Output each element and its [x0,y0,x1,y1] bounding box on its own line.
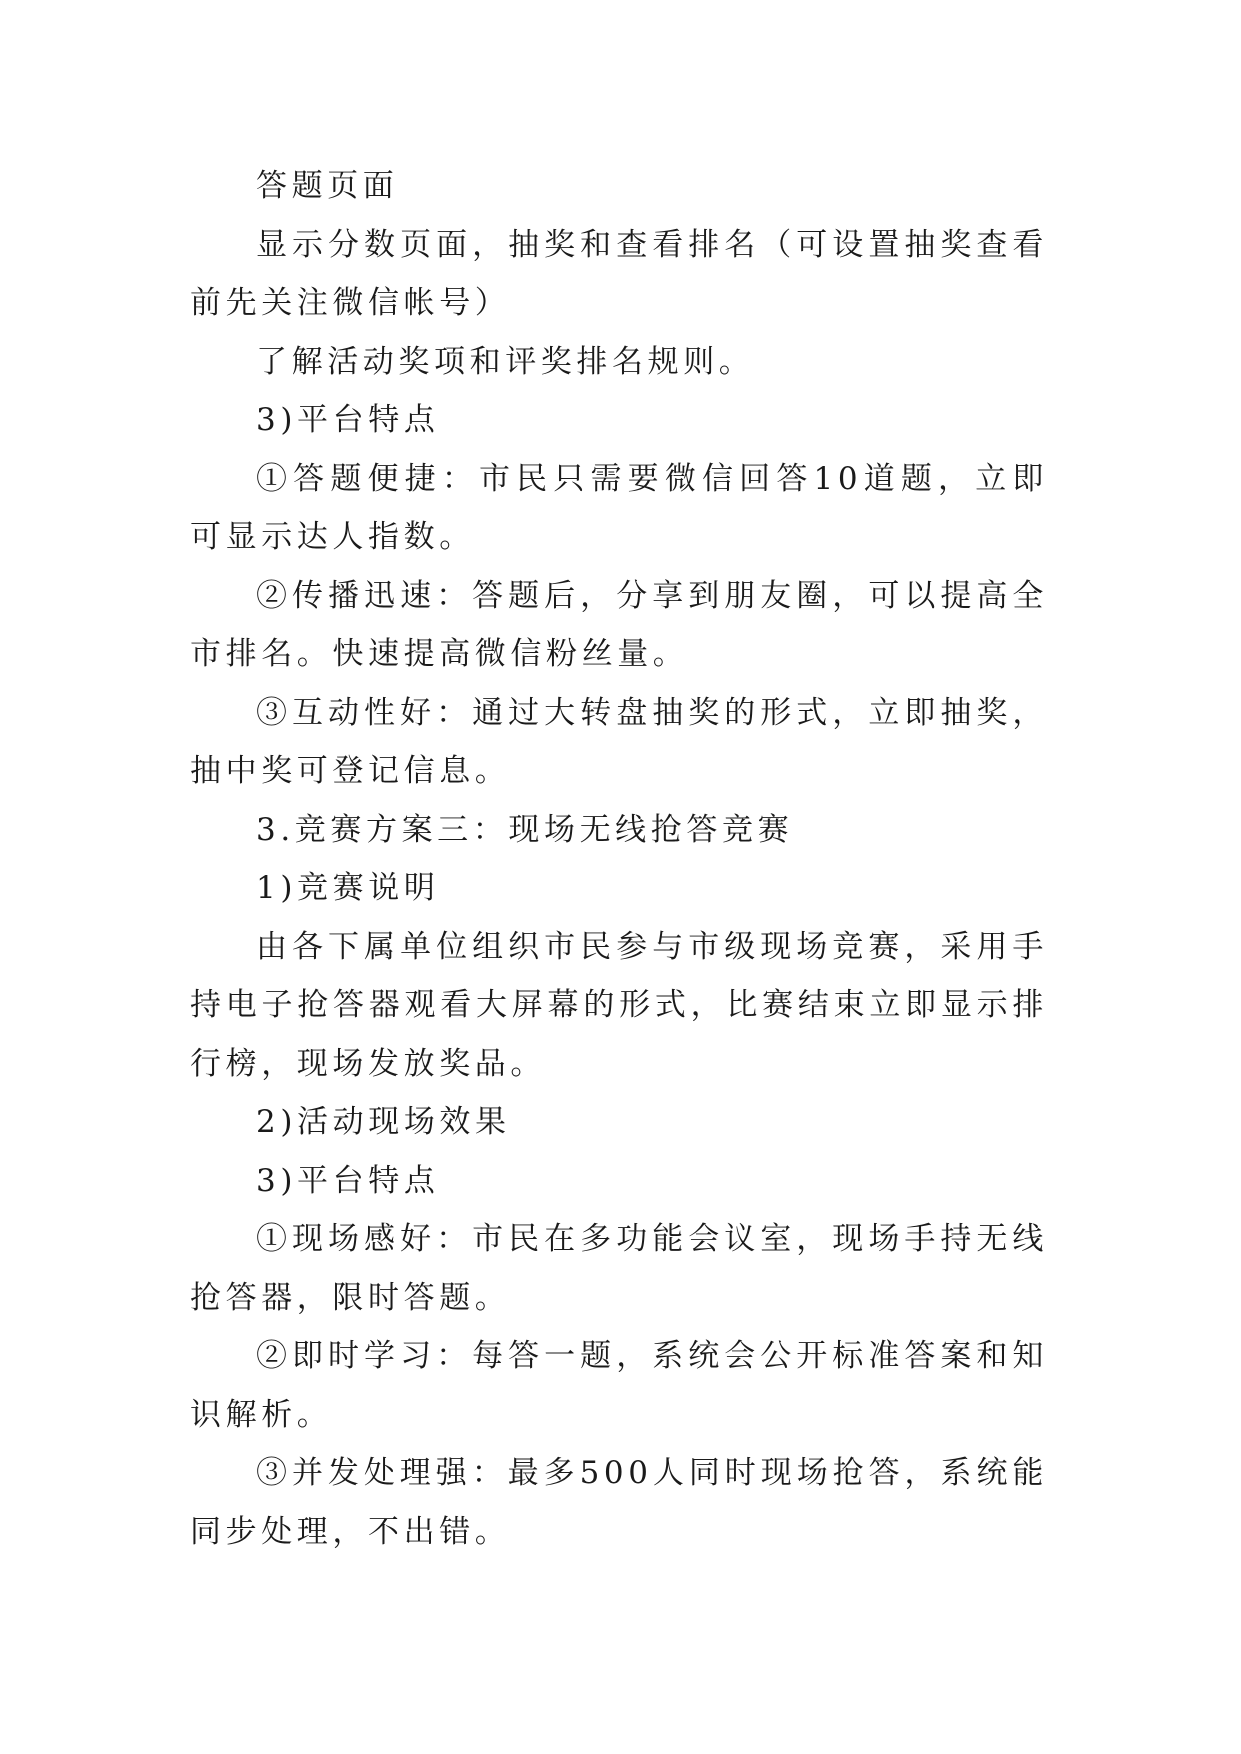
heading-platform-features: 3)平台特点 [256,402,440,438]
paragraph-feature-concurrency: ③并发处理强：最多500人同时现场抢答，系统能同步处理，不出错。 [190,1455,1048,1550]
paragraph-answer-page: 答题页面 [256,168,399,204]
paragraph-feature-interactive: ③互动性好：通过大转盘抽奖的形式，立即抽奖，抽中奖可登记信息。 [190,694,1048,789]
paragraph-score-page: 显示分数页面，抽奖和查看排名（可设置抽奖查看前先关注微信帐号） [190,226,1048,321]
paragraph-rules: 了解活动奖项和评奖排名规则。 [256,343,755,380]
paragraph-feature-spread: ②传播迅速：答题后，分享到朋友圈，可以提高全市排名。快速提高微信粉丝量。 [190,577,1048,672]
paragraph-competition-description: 由各下属单位组织市民参与市级现场竞赛，采用手持电子抢答器观看大屏幕的形式，比赛结束立即显示排行榜，现场发放奖品。 [190,928,1048,1082]
paragraph-feature-convenient: ①答题便捷：市民只需要微信回答10道题，立即可显示达人指数。 [190,460,1048,555]
paragraph-feature-onsite: ①现场感好：市民在多功能会议室，现场手持无线抢答器，限时答题。 [190,1221,1048,1316]
document-body [190,157,1048,1561]
heading-competition-description: 1)竞赛说明 [256,870,440,906]
heading-platform-features-2: 3)平台特点 [256,1162,440,1199]
heading-plan-three: 3.竞赛方案三：现场无线抢答竞赛 [256,811,794,848]
heading-onsite-effect: 2)活动现场效果 [256,1104,511,1140]
paragraph-feature-learning: ②即时学习：每答一题，系统会公开标准答案和知识解析。 [190,1338,1048,1433]
